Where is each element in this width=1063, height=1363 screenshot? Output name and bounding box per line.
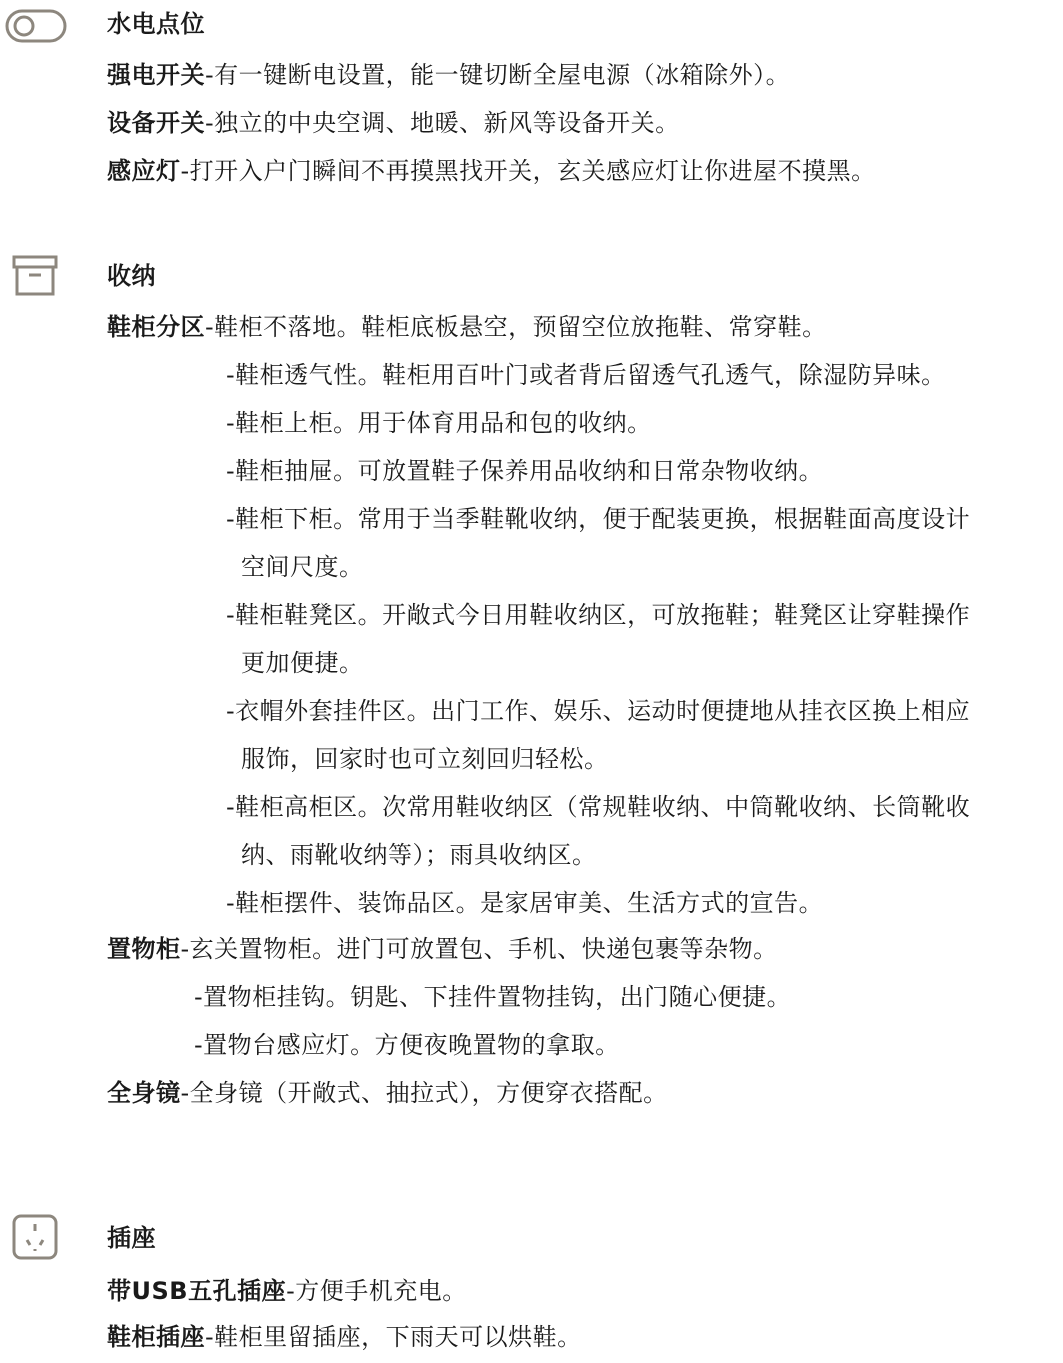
list-item: 更加便捷。 bbox=[241, 649, 364, 677]
item-term: 强电开关 bbox=[107, 61, 205, 89]
item-term: 带USB五孔插座 bbox=[107, 1277, 287, 1305]
toggle-switch-icon bbox=[5, 9, 67, 43]
section-heading-utilities: 水电点位 bbox=[107, 10, 205, 38]
list-item bbox=[107, 1274, 467, 1308]
list-item bbox=[107, 106, 680, 140]
item-text: -鞋柜里留插座，下雨天可以烘鞋。 bbox=[205, 1323, 582, 1351]
list-item: 空间尺度。 bbox=[241, 553, 364, 581]
list-item: -鞋柜摆件、装饰品区。是家居审美、生活方式的宣告。 bbox=[226, 889, 824, 917]
list-item bbox=[107, 1320, 582, 1354]
list-item: -鞋柜下柜。常用于当季鞋靴收纳，便于配装更换，根据鞋面高度设计 bbox=[226, 505, 971, 533]
list-item: -鞋柜透气性。鞋柜用百叶门或者背后留透气孔透气，除湿防异味。 bbox=[226, 361, 946, 389]
list-item: 服饰，回家时也可立刻回归轻松。 bbox=[241, 745, 609, 773]
power-socket-icon bbox=[12, 1214, 58, 1260]
item-text: -独立的中央空调、地暖、新风等设备开关。 bbox=[205, 109, 680, 137]
item-term: 鞋柜插座 bbox=[107, 1323, 205, 1351]
list-item: 纳、雨靴收纳等）；雨具收纳区。 bbox=[241, 841, 597, 869]
section-heading-storage: 收纳 bbox=[107, 262, 156, 290]
list-item: -鞋柜上柜。用于体育用品和包的收纳。 bbox=[226, 409, 652, 437]
list-item bbox=[107, 1076, 668, 1110]
item-text: -鞋柜不落地。鞋柜底板悬空，预留空位放拖鞋、常穿鞋。 bbox=[205, 313, 827, 341]
item-text: -全身镜（开敞式、抽拉式），方便穿衣搭配。 bbox=[180, 1079, 668, 1107]
list-item bbox=[107, 58, 790, 92]
item-term: 感应灯 bbox=[107, 157, 181, 185]
item-text: -方便手机充电。 bbox=[286, 1277, 467, 1305]
item-term: 全身镜 bbox=[107, 1079, 181, 1107]
item-text: -玄关置物柜。进门可放置包、手机、快递包裹等杂物。 bbox=[180, 935, 778, 963]
item-term: 鞋柜分区 bbox=[107, 313, 205, 341]
list-item: -鞋柜抽屉。可放置鞋子保养用品收纳和日常杂物收纳。 bbox=[226, 457, 824, 485]
item-text: -有一键断电设置，能一键切断全屋电源（冰箱除外）。 bbox=[205, 61, 791, 89]
item-term: 设备开关 bbox=[107, 109, 205, 137]
list-item: -置物柜挂钩。钥匙、下挂件置物挂钩，出门随心便捷。 bbox=[194, 983, 792, 1011]
list-item: -鞋柜鞋凳区。开敞式今日用鞋收纳区，可放拖鞋；鞋凳区让穿鞋操作 bbox=[226, 601, 971, 629]
list-item bbox=[107, 310, 827, 344]
list-item: -鞋柜高柜区。次常用鞋收纳区（常规鞋收纳、中筒靴收纳、长筒靴收 bbox=[226, 793, 971, 821]
storage-box-icon bbox=[12, 255, 58, 297]
list-item: -衣帽外套挂件区。出门工作、娱乐、运动时便捷地从挂衣区换上相应 bbox=[226, 697, 971, 725]
list-item: -置物台感应灯。方便夜晚置物的拿取。 bbox=[194, 1031, 620, 1059]
item-text: -打开入户门瞬间不再摸黑找开关，玄关感应灯让你进屋不摸黑。 bbox=[180, 157, 876, 185]
list-item bbox=[107, 154, 876, 188]
item-term: 置物柜 bbox=[107, 935, 181, 963]
section-heading-sockets: 插座 bbox=[107, 1224, 156, 1252]
list-item bbox=[107, 932, 778, 966]
